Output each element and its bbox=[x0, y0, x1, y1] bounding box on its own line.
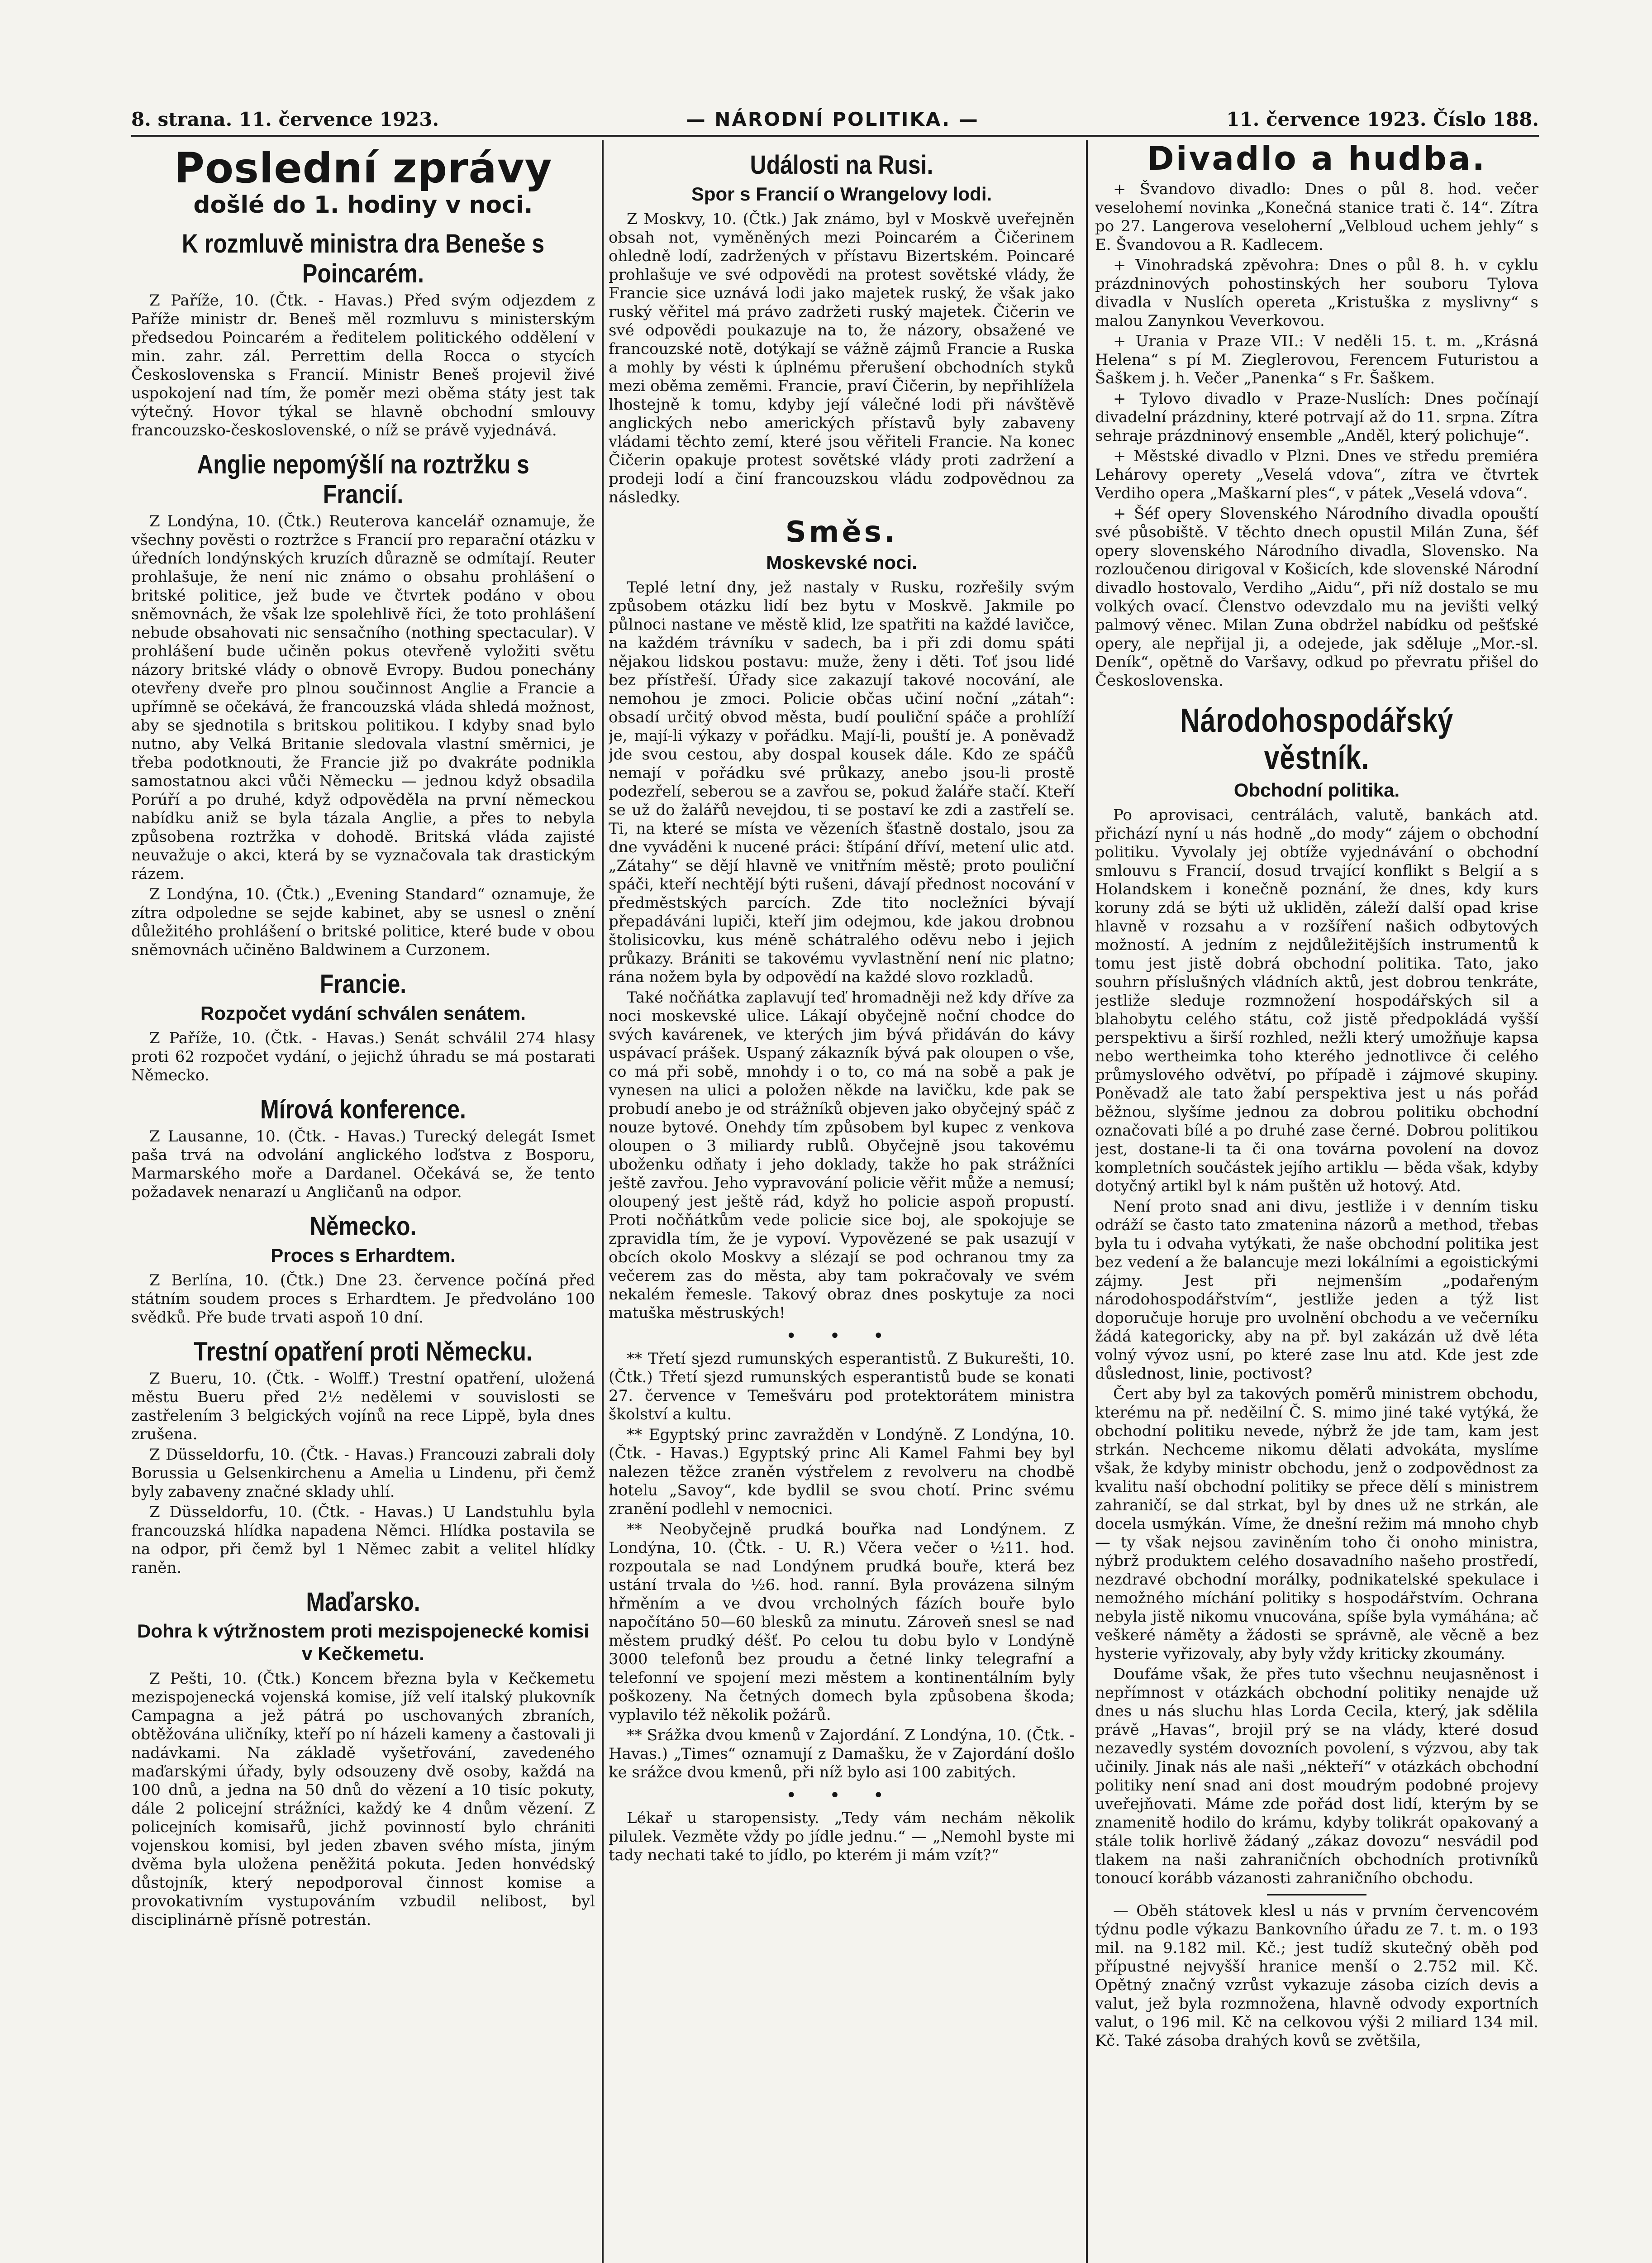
article-paragraph: Doufáme však, že přes tuto všechnu neujasněnost i nepřímnost v otázkách obchodní politiky nenajde už dnes u nás sluchu hlas Lorda Cecila, který, jak sdělila právě „Havas“, brojil prý se na vlády, které dosud nezavedly systém dovozních povolení, s výzvou, aby tak učinily. Jinak nás ale naši „nékteří“ v otázkách obchodní politiky není snad ani dost moudrým podobné projevy uveřejňovati. Máme zde pořád dost lidí, kterým by se znamenitě hodilo do krámu, kdyby tolikrát opakovaný a stále tolik horlivě žádaný „zákaz dovozu“ nesvádil pod tlakem na naši zahraničních obchodních protivníků tonoucí korább vázanosti zahraničního obchodu. bbox=[1095, 1665, 1538, 1887]
article-heading: Mírová konference. bbox=[260, 1095, 466, 1124]
article-paragraph: Teplé letní dny, jež nastaly v Rusku, rozřešily svým způsobem otázku lidí bez bytu v Moskvě. Jakmile po půlnoci nastane ve městě klid, lze spatřiti na každé lavičce, na každém trávníku v sadech, ba i při zdi domu spáti nějakou lidskou postavu: muže, ženy i děti. Toť jsou lidé bez přístřeší. Úřady sice zakazují takové nocování, ale nemohou je zmoci. Policie občas učiní noční „zátah“: obsadí určitý obvod města, budí pouliční spáče a prohlíží je, mají-li výkazy v pořádku. Mají-li, pouští je. A poněvadž jde svou cestou, aby dospal kousek dále. Kdo ze spáčů nemají v pořádku své průkazy, anebo jsou-li prostě podezřelí, seberou se a zavřou se, pokud žaláře stačí. Kteří se už do žalářů nevejdou, ti se postaví ke zdi a zastřelí se. Ti, na které se místa ve vězeních šťastně dostalo, jsou za dne vyváděni k nucené práci: štípání dříví, metení ulic atd. „Zátahy“ se dějí hlavně ve vnitřním městě; proto pouliční spáči, kteří nechtějí býti rušeni, dávají přednost nocování v předměstských parcích. Zde tito nocležníci bývají přepadáváni lupiči, kteří jim odejmou, kde jakou drobnou štolisicovku, kus méně schátralého oděvu nebo i jejich průkazy. Brániti se takovému vyvlastnění není nic platno; rána nožem byla by odpovědí na každé slovo rozkladů. bbox=[609, 578, 1075, 986]
header-left: 8. strana. 11. července 1923. bbox=[131, 108, 439, 130]
article-paragraph: Z Düsseldorfu, 10. (Čtk. - Havas.) Francouzi zabrali doly Borussia u Gelsenkirchenu a Amelia u Lindenu, při čemž byly zabaveny značné sklady uhlí. bbox=[131, 1446, 595, 1501]
article-paragraph: Z Londýna, 10. (Čtk.) „Evening Standard“ oznamuje, že zítra odpoledne se sejde kabinet, aby se usnesl o znění důležitého prohlášení o britské politice, které bude v obou sněmovnách učiněno Baldwinem a Curzonem. bbox=[131, 885, 595, 959]
article-paragraph: Z Moskvy, 10. (Čtk.) Jak známo, byl v Moskvě uveřejněn obsah not, vyměněných mezi Poincarém a Čičerinem ohledně lodí, zadržených v přístavu Bizertském. Poincaré prohlašuje ve své odpovědi na protest sovětské vlády, že Francie sice uznává lodi jako majetek ruský, že však jako ruský věřitel má právo zadržeti ruský majetek. Čičerin ve své odpovědi poukazuje na to, že názory, obsažené ve francouzské notě, dotýkají se vážně zájmů Francie a Ruska a mohly by vésti k úplnému přerušení obchodních styků mezi oběma zeměmi. Francie, praví Čičerin, by nepřihlížela lhostejně k tomu, kdyby její válečné lodi při návštěvě anglických nebo amerických přístavů byly zabaveny vládami těchto zemí, které jsou věřiteli Francie. Na konec Čičerin opakuje protest sovětské vlády proti zadržení a prodeji lodí a činí francouzskou vládu zodpovědnou za následky. bbox=[609, 210, 1075, 506]
article-heading: Události na Rusi. bbox=[750, 150, 933, 180]
page-header bbox=[131, 103, 1539, 137]
article-heading: K rozmluvě ministra dra Beneše s Poincarém. bbox=[181, 229, 545, 288]
article-paragraph: Z Paříže, 10. (Čtk. - Havas.) Před svým odjezdem z Paříže ministr dr. Beneš měl rozmluvu s ministerským předsedou Poincarém a ředitelem politického oddělení v min. zahr. zál. Perrettim della Rocca o stycích Československa s Francií. Ministr Beneš projevil živé uspokojení nad tím, že poměr mezi oběma státy jest tak výtečný. Hovor týkal se hlavně obchodní smlouvy francouzsko-československé, o níž se právě vyjednává. bbox=[131, 291, 595, 439]
section-title: Národohospodářský věstník. bbox=[1180, 702, 1454, 776]
column-theatre-economy bbox=[1095, 140, 1538, 2263]
news-item: ** Egyptský princ zavražděn v Londýně. Z Londýna, 10. (Čtk. - Havas.) Egyptský princ Ali Kamel Fahmi bey byl nalezen těžce zraněn výstřelem z revolveru na chodbě hotelu „Savoy“, kde bydlil se svou chotí. Princ svému zranění podlehl v nemocnici. bbox=[609, 1426, 1075, 1518]
theatre-item: + Urania v Praze VII.: V neděli 15. t. m. „Krásná Helena“ s pí M. Zieglerovou, Ferencem Futuristou a Šaškem j. h. Večer „Panenka“ s Fr. Šaškem. bbox=[1095, 332, 1538, 387]
article-subheading: Obchodní politika. bbox=[1233, 779, 1400, 801]
theatre-item: + Tylovo divadlo v Praze-Nuslích: Dnes počínají divadelní prázdniny, které potrvají až do 11. srpna. Zítra sehraje prázdninový ensemble „Anděl, který polichuje“. bbox=[1095, 390, 1538, 445]
article-paragraph: Také nočňátka zaplavují teď hromadněji než kdy dříve za noci moskevské ulice. Lákají obyčejně noční chodce do svých kavárenek, ve kterých jim bývá přidáván do kávy uspávací prášek. Uspaný zákazník bývá pak oloupen o vše, co má při sobě, mnohdy i o to, co má na sobě a pak je vynesen na ulici a položen někde na lavičku, kde pak se probudí anebo je od strážníků objeven jako obyčejný spáč z nouze bytové. Onehdy tím způsobem byl kupec z venkova oloupen o 3 miliardy rublů. Obyčejně jsou takovému uboženku odňaty i jeho doklady, takže ho pak strážníci ještě zavřou. Jeho vypravování policie věřit může a nemusí; oloupený jest ještě rád, když ho policie aspoň propustí. Proti nočňátkům vede policie sice boj, ale spokojuje se zpravidla tím, že je vypoví. Vypovězené se pak usazují v obcích okolo Moskvy a slézají se pod ochranou tmy za večerem zas do města, aby tam pokračovaly ve svém nekalém řemesle. Takový obraz dnes poskytuje za noci matuška městruských! bbox=[609, 988, 1075, 1322]
article-heading: Trestní opatření proti Německu. bbox=[194, 1337, 533, 1366]
article-paragraph: — Oběh státovek klesl u nás v prvním červencovém týdnu podle výkazu Bankovního úřadu ze 7. t. m. o 193 mil. na 9.182 mil. Kč.; jest tudíž skutečný oběh pod přípustné nejvyšší hranice menší o 2.752 mil. Kč. Opětný značný vzrůst vykazuje zásoba cizích devis a valut, jež byla rozmnožena, hlavně odvody exportních valut, o 196 mil. Kč na celkovou výši 2 miliard 134 mil. Kč. Také zásoba drahých kovů se zvětšila, bbox=[1095, 1902, 1538, 2050]
column-latest-news bbox=[131, 140, 595, 2263]
article-subheading: Spor s Francií o Wrangelovy lodi. bbox=[691, 183, 992, 205]
article-heading: Maďarsko. bbox=[306, 1587, 420, 1617]
article-paragraph: Z Berlína, 10. (Čtk.) Dne 23. července počíná před státním soudem proces s Erhardtem. Je předvoláno 100 svědků. Pře bude trvati aspoň 10 dní. bbox=[131, 1271, 595, 1327]
section-subtitle: došlé do 1. hodiny v noci. bbox=[193, 191, 533, 219]
article-paragraph: Z Pešti, 10. (Čtk.) Koncem března byla v Kečkemetu mezispojenecká vojenská komise, jíž velí italský plukovník Campagna a jež pátrá po uschovaných zbraních, obtěžována uličníky, kteří po ní házeli kameny a častovali ji nadávkami. Na základě vyšetřování, zavedeného maďarskými úřady, byly odsouzeny dvě osoby, každá na 100 dnů, a jedna na 50 dnů do vězení a 10 tisíc pokuty, dále 2 policejní strážníci, každý ke 4 dnům vězení. Z policejních komisařů, jichž povinností bylo chrániti vojenskou komisi, byl jeden zbaven svého místa, jiným dvěma byla uložena peněžitá pokuta. Jeden honvédský důstojník, který nepodporoval činnost komise a provokativním vystupováním vzbudil nelibost, byl disciplinárně přísně potrestán. bbox=[131, 1670, 595, 1929]
article-paragraph: Z Paříže, 10. (Čtk. - Havas.) Senát schválil 274 hlasy proti 62 rozpočet vydání, o jejichž úhradu se má postarati Německo. bbox=[131, 1029, 595, 1084]
article-subheading: Proces s Erhardtem. bbox=[271, 1245, 456, 1266]
news-item: ** Neobyčejně prudká bouřka nad Londýnem. Z Londýna, 10. (Čtk. - U. R.) Včera večer o ½11. hod. rozpoutala se nad Londýnem prudká bouře, která bez ustání trvala do ½6. hod. ranní. Byla provázena silným hřměním a ve dvou vrcholných fázích bouře bylo napočítáno 50—60 blesků za minutu. Zároveň snesl se nad městem prudký déšť. Po celou tu dobu bylo v Londýně 3000 telefonů bez proudu a četné linky telegrafní a telefonní ve spojení mezi městem a kontinentálním byly poškozeny. Na četných domech byla způsobena škoda; vyplavilo též několik požárů. bbox=[609, 1520, 1075, 1724]
article-subheading: Moskevské noci. bbox=[766, 552, 917, 573]
news-item: ** Srážka dvou kmenů v Zajordání. Z Londýna, 10. (Čtk. - Havas.) „Times“ oznamují z Damašku, že v Zajordání došlo ke srážce dvou kmenů, při níž bylo asi 100 zabitých. bbox=[609, 1726, 1075, 1781]
article-paragraph: Po aprovisaci, centrálách, valutě, bankách atd. přichází nyní u nás hodně „do mody“ zájem o obchodní politiku. Vyvolaly jej obtíže vyjednávání o obchodní smlouvu s Francií, dosud trvající konflikt s Belgií a s Holandskem i konečně poznání, že dnes, kdy kurs koruny zdá se býti už ukliděn, záleží další opad krise hlavně v rozsahu a v rozšíření našich odbytových možností. A jedním z nejdůležitějších instrumentů k tomu jest jistě dobrá obchodní politika. Tato, jako souhrn příslušných vládních aktů, jest dobrou tenkráte, jestliže sleduje rozmnožení hospodářských sil a blahobytu celého státu, což jistě předpokládá vyšší perspektivu a širší rozhled, nežli který umožňuje kapsa nebo wertheimka toho kterého jednotlivce či celého průmyslového odvětví, po případě i zájmové skupiny. Poněvadž ale tato žabí perspektiva jest u nás pořád běžnou, slyšíme jednou za dobrou politiku obchodní označovati bílé a po druhé zase černé. Dobrou politikou jest, dostane-li ta či ona továrna povolení na dovoz kompletních součástek jejího artiklu — běda však, kdyby dotyčný artikl byl k nám puštěn už hotový. Atd. bbox=[1095, 806, 1538, 1195]
header-masthead: — NÁRODNÍ POLITIKA. — bbox=[686, 108, 979, 130]
article-paragraph: Z Londýna, 10. (Čtk.) Reuterova kancelář oznamuje, že všechny pověsti o roztržce s Francií pro reparační otázku v úředních londýnských kruzích důrazně se odmítají. Reuter prohlašuje, že není nic známo o obsahu prohlášení o britské politice, jež bude ve čtvrtek podáno v obou sněmovnách, že však lze spolehlivě říci, že toto prohlášení nebude obsahovati nic sensačního (nothing spectacular). V prohlášení bude učiněn pokus otevřeně vyložiti světu názory britské vlády o obnově Evropy. Budou ponechány otevřeny dveře pro plnou součinnost Anglie a Francie a upřímně se očekává, že francouzská vláda shledá možnost, aby se sjednotila s britskou politikou. I kdyby snad bylo nutno, aby Velká Britanie sledovala vlastní směrnici, je třeba podotknouti, že Francie již po dvakráte podnikla samostatnou akci vůči Německu — jednou když obsadila Porúří a po druhé, když odpověděla na první německou nabídku aniž se byla tázala Anglie, a přes to nebyla způsobena roztržka v dohodě. Britská vláda zajisté neuvažuje o akci, která by se vyznačovala tak drastickým rázem. bbox=[131, 512, 595, 883]
article-subheading: Rozpočet vydání schválen senátem. bbox=[200, 1003, 526, 1024]
theatre-item: + Městské divadlo v Plzni. Dnes ve středu premiéra Lehárovy operety „Veselá vdova“, zítra ve čtvrtek Verdiho opera „Maškarní ples“, v pátek „Veselá vdova“. bbox=[1095, 447, 1538, 502]
article-subheading: Dohra k výtržnostem proti mezispojenecké komisi v Kečkemetu. bbox=[137, 1620, 589, 1664]
theatre-item: + Švandovo divadlo: Dnes o půl 8. hod. večer veselohemí novinka „Konečná stanice trati č. 14“. Zítra po 27. Langerova veseloherní „Velbloud uchem jehly“ s E. Švandovou a R. Kadlecem. bbox=[1095, 180, 1538, 254]
article-paragraph: Z Düsseldorfu, 10. (Čtk. - Havas.) U Landstuhlu byla francouzská hlídka napadena Němci. Hlídka postavila se na odpor, při čemž byl 1 Němec zabit a velitel hlídky raněn. bbox=[131, 1503, 595, 1577]
article-heading: Anglie nepomýšlí na roztržku s Francií. bbox=[197, 450, 529, 509]
column-rule bbox=[1086, 140, 1088, 2263]
header-right: 11. července 1923. Číslo 188. bbox=[1226, 108, 1539, 130]
column-russia-misc bbox=[609, 140, 1075, 2263]
column-rule bbox=[602, 140, 604, 2263]
joke-item: Lékař u staropensisty. „Tedy vám nechám několik pilulek. Vezměte vždy po jídle jednu.“ — „Nemohl byste mi tady nechati také to jídlo, po kterém ji mám vzít?“ bbox=[609, 1809, 1075, 1864]
article-paragraph: Z Lausanne, 10. (Čtk. - Havas.) Turecký delegát Ismet paša trvá na odvolání anglického loďstva z Bosporu, Marmarského moře a Dardanel. Očekává se, že tento požadavek nenarazí u Angličanů na odpor. bbox=[131, 1127, 595, 1201]
section-title: Divadlo a hudba. bbox=[1147, 140, 1486, 177]
news-item: ** Třetí sjezd rumunských esperantistů. Z Bukurešti, 10. (Čtk.) Třetí sjezd rumunských esperantistů bude se konati 27. července v Temešváru pod protektorátem ministra školství a kultu. bbox=[609, 1350, 1075, 1423]
separator-rule bbox=[1267, 1894, 1366, 1895]
article-heading: Německo. bbox=[309, 1212, 417, 1241]
theatre-item: + Vinohradská zpěvohra: Dnes o půl 8. h. v cyklu prázdninových pohostinských her souboru Tylova divadla v Nuslích opereta „Kristuška z myslivny“ s malou Zanynkou Veverkovou. bbox=[1095, 256, 1538, 330]
article-paragraph: Není proto snad ani divu, jestliže i v denním tisku odráží se často tato zmatenina názorů a method, třebas byla tu i odvaha vytýkati, že naše obchodní politika jest bez vedení a že balancuje mezi lokálními a egoistickými zájmy. Jest při nejmenším „podařeným národohospodářstvím“, jestliže jeden a týž list doporučuje horuje pro uvolnění obchodu a ve večerníku žádá kategoricky, aby na př. byl zakázán už dvě léta volný vývoz usní, po které zase lnu atd. Kde jest zde důslednost, linie, poctivost? bbox=[1095, 1198, 1538, 1383]
separator-dots: • • • bbox=[786, 1785, 898, 1806]
section-title: Směs. bbox=[785, 516, 898, 549]
article-paragraph: Čert aby byl za takových poměrů ministrem obchodu, kterému na př. neděilní Č. S. mimo jiné také vytýká, že obchodní politiku nevede, nýbrž že jde tam, kam jest strkán. Nechceme nikomu dělati advokáta, myslíme však, že kdyby ministr obchodu, jenž o zodpovědnost za kvalitu naší obchodní politiky se přece dělí s ministrem zahraničí, se dal strkat, byl by dnes už ne strkán, ale docela usmýkán. Víme, že dnešní režim má mnoho chyb — ty však nejsou zaviněním toho či onoho ministra, nýbrž produktem celého dosavadního našeho prostředí, nezdravé obchodní morálky, podnikatelské spekulace i nemožného míchání politiky s hospodářstvím. Ochrana nebyla jistě nikomu vnucována, spíše byla vymáhána; ač veškeré náměty a žádosti se správně, ale věcně a bez hysterie vyřizovaly, aby byly vždy kriticky zkoumány. bbox=[1095, 1385, 1538, 1663]
theatre-item: + Šéf opery Slovenského Národního divadla opouští své působiště. V těchto dnech opustil Milán Zuna, šéf opery slovenského Národního divadla, Slovensko. Na rozloučenou dirigoval v Košicích, kde slovenské Národní divadlo hostovalo, Verdiho „Aidu“, při níž dostalo se mu volkých ovací. Členstvo odevzdalo mu na jevišti velký palmový věnec. Milan Zuna obdržel nabídku od pešťské opery, ale nepřijal ji, a odejede, jak sděluje „Mor.-sl. Deník“, opětně do Varšavy, odkud po převratu přišel do Československa. bbox=[1095, 505, 1538, 690]
separator-dots: • • • bbox=[786, 1326, 898, 1346]
article-heading: Francie. bbox=[319, 969, 407, 999]
section-title: Poslední zprávy bbox=[174, 144, 552, 192]
article-paragraph: Z Bueru, 10. (Čtk. - Wolff.) Trestní opatření, uložená městu Bueru před 2½ nedělemi v souvislosti se zastřelením 3 belgických vojínů na rece Lippě, byla dnes zrušena. bbox=[131, 1370, 595, 1443]
